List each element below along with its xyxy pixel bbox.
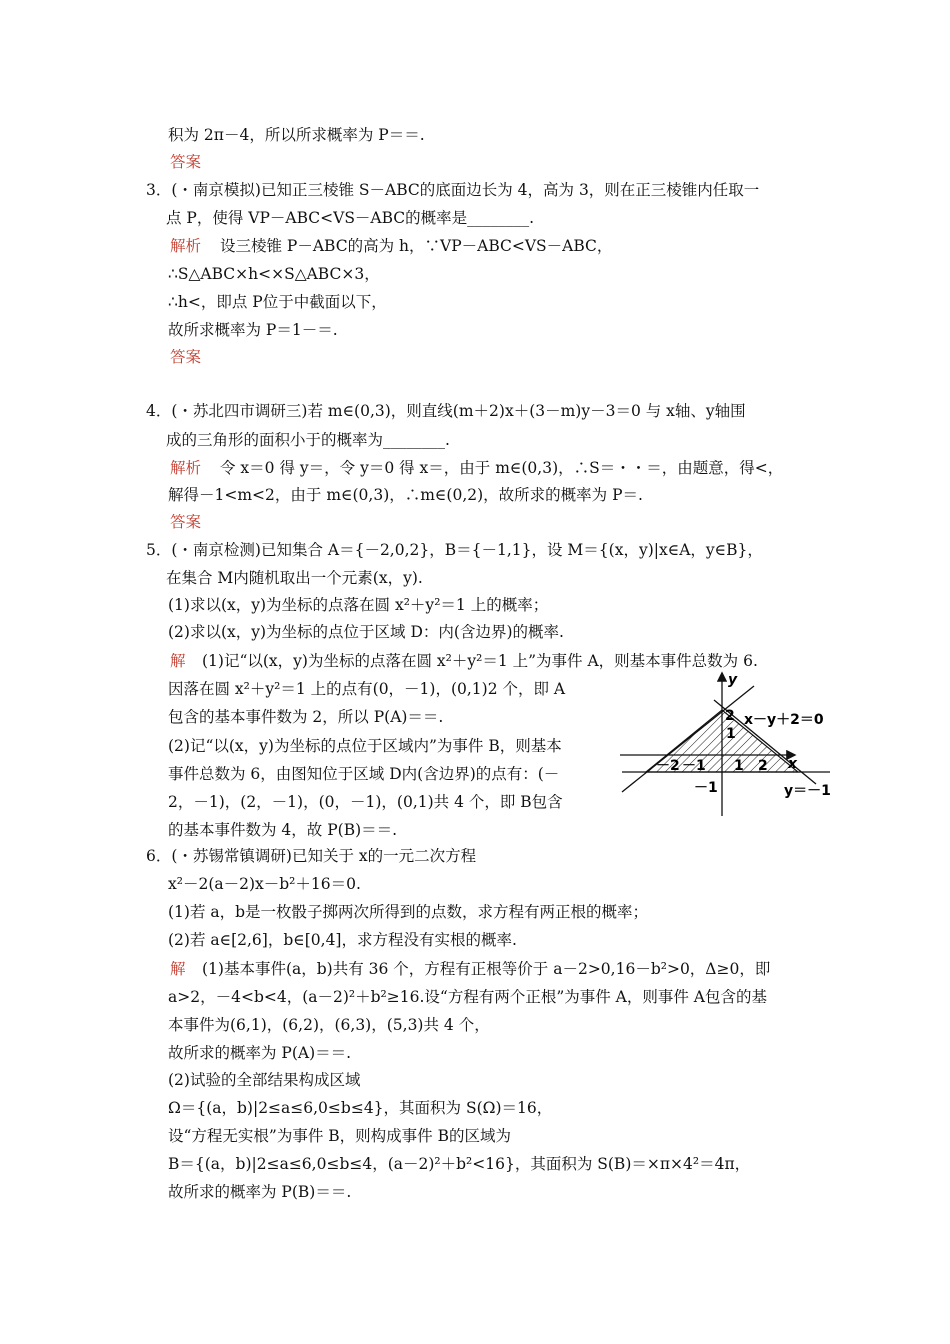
question-5-line: 在集合 M内随机取出一个元素(x，y).: [166, 569, 423, 587]
x-axis-label: x: [788, 756, 798, 772]
answer-label: 答案: [170, 348, 202, 366]
solution-line: 设三棱锥 P－ABC的高为 h，∵VP－ABC<VS－ABC，: [220, 237, 613, 255]
tick-x-2: 2: [758, 758, 768, 774]
solution-line: (2)试验的全部结果构成区域: [168, 1071, 361, 1089]
solution-line: Ω＝{(a，b)|2≤a≤6,0≤b≤4}，其面积为 S(Ω)＝16，: [168, 1099, 553, 1117]
solution-line: 解得－1<m<2，由于 m∈(0,3)，∴m∈(0,2)，故所求的概率为 P＝.: [168, 486, 643, 504]
solution-line: a>2，－4<b<4，(a－2)²＋b²≥16.设“方程有两个正根”为事件 A，则事件 A包含的基: [168, 988, 767, 1006]
answer-label: 答案: [170, 513, 202, 531]
solution-line: (1)基本事件(a，b)共有 36 个，方程有正根等价于 a－2>0,16－b²>0，Δ≥0，即: [202, 960, 771, 978]
region-diagram: [616, 668, 834, 820]
solution-line: 包含的基本事件数为 2，所以 P(A)＝＝.: [168, 708, 444, 726]
question-4-line: 成的三角形的面积小于的概率为________.: [166, 431, 450, 449]
line-label-y-minus-1: y＝－1: [784, 783, 831, 799]
solution-line: 故所求的概率为 P(A)＝＝.: [168, 1044, 352, 1062]
question-6-line: 6．(・苏锡常镇调研)已知关于 x的一元二次方程: [146, 847, 477, 865]
solution-line: 故所求概率为 P＝1－＝.: [168, 321, 338, 339]
question-3-line: 3．(・南京模拟)已知正三棱锥 S－ABC的底面边长为 4，高为 3，则在正三棱锥内任取一: [146, 181, 760, 199]
solution-line: ∴h<，即点 P位于中截面以下，: [168, 293, 387, 311]
solution-line: 令 x＝0 得 y＝，令 y＝0 得 x＝，由于 m∈(0,3)，∴S＝・・＝，由题意，得<，: [220, 459, 784, 477]
tick-x-minus-1: －1: [682, 758, 706, 774]
solution-line: ∴S△ABC×h<×S△ABC×3，: [168, 265, 380, 283]
solution-line: 的基本事件数为 4，故 P(B)＝＝.: [168, 821, 398, 839]
tick-x-1: 1: [734, 758, 744, 774]
question-6-line: (2)若 a∈[2,6]，b∈[0,4]，求方程没有实根的概率.: [168, 931, 517, 949]
solution-line: 本事件为(6,1)，(6,2)，(6,3)，(5,3)共 4 个，: [168, 1016, 490, 1034]
tick-x-minus-2: －2: [656, 758, 680, 774]
question-6-line: x²－2(a－2)x－b²＋16＝0.: [168, 875, 361, 893]
tick-y-2: 2: [725, 708, 735, 724]
question-6-line: (1)若 a，b是一枚骰子掷两次所得到的点数，求方程有两正根的概率；: [168, 903, 649, 921]
question-4-line: 4．(・苏北四市调研三)若 m∈(0,3)，则直线(m＋2)x＋(3－m)y－3＝0 与 x轴、y轴围: [146, 402, 746, 420]
solution-label: 解: [170, 652, 186, 670]
solution-line: (2)记“以(x，y)为坐标的点位于区域内”为事件 B，则基本: [168, 737, 562, 755]
line-label-x-y-2: x－y＋2＝0: [744, 712, 824, 728]
text-line: 积为 2π－4，所以所求概率为 P＝＝.: [168, 126, 425, 144]
question-5-line: 5．(・南京检测)已知集合 A＝{－2,0,2}，B＝{－1,1}，设 M＝{(x，y)|x∈A，y∈B}，: [146, 541, 763, 559]
solution-line: 事件总数为 6，由图知位于区域 D内(含边界)的点有：(－: [168, 765, 560, 783]
question-5-line: (1)求以(x，y)为坐标的点落在圆 x²＋y²＝1 上的概率；: [168, 596, 549, 614]
question-5-line: (2)求以(x，y)为坐标的点位于区域 D：内(含边界)的概率.: [168, 623, 564, 641]
solution-line: 故所求的概率为 P(B)＝＝.: [168, 1183, 352, 1201]
solution-label: 解: [170, 960, 186, 978]
analysis-label: 解析: [170, 459, 202, 477]
solution-line: (1)记“以(x，y)为坐标的点落在圆 x²＋y²＝1 上”为事件 A，则基本事件总数为 6.: [202, 652, 758, 670]
solution-line: B＝{(a，b)|2≤a≤6,0≤b≤4，(a－2)²＋b²<16}，其面积为 S(B)＝×π×4²＝4π，: [168, 1155, 751, 1173]
analysis-label: 解析: [170, 237, 202, 255]
solution-line: 2，－1)，(2，－1)，(0，－1)，(0,1)共 4 个，即 B包含: [168, 793, 563, 811]
tick-y-1: 1: [726, 726, 736, 742]
solution-line: 设“方程无实根”为事件 B，则构成事件 B的区域为: [168, 1127, 511, 1145]
y-axis-label: y: [728, 672, 738, 688]
question-3-line: 点 P，使得 VP－ABC<VS－ABC的概率是________.: [166, 209, 535, 227]
answer-label: 答案: [170, 153, 202, 171]
tick-y-minus-1: －1: [694, 780, 718, 796]
solution-line: 因落在圆 x²＋y²＝1 上的点有(0，－1)，(0,1)2 个，即 A: [168, 680, 566, 698]
